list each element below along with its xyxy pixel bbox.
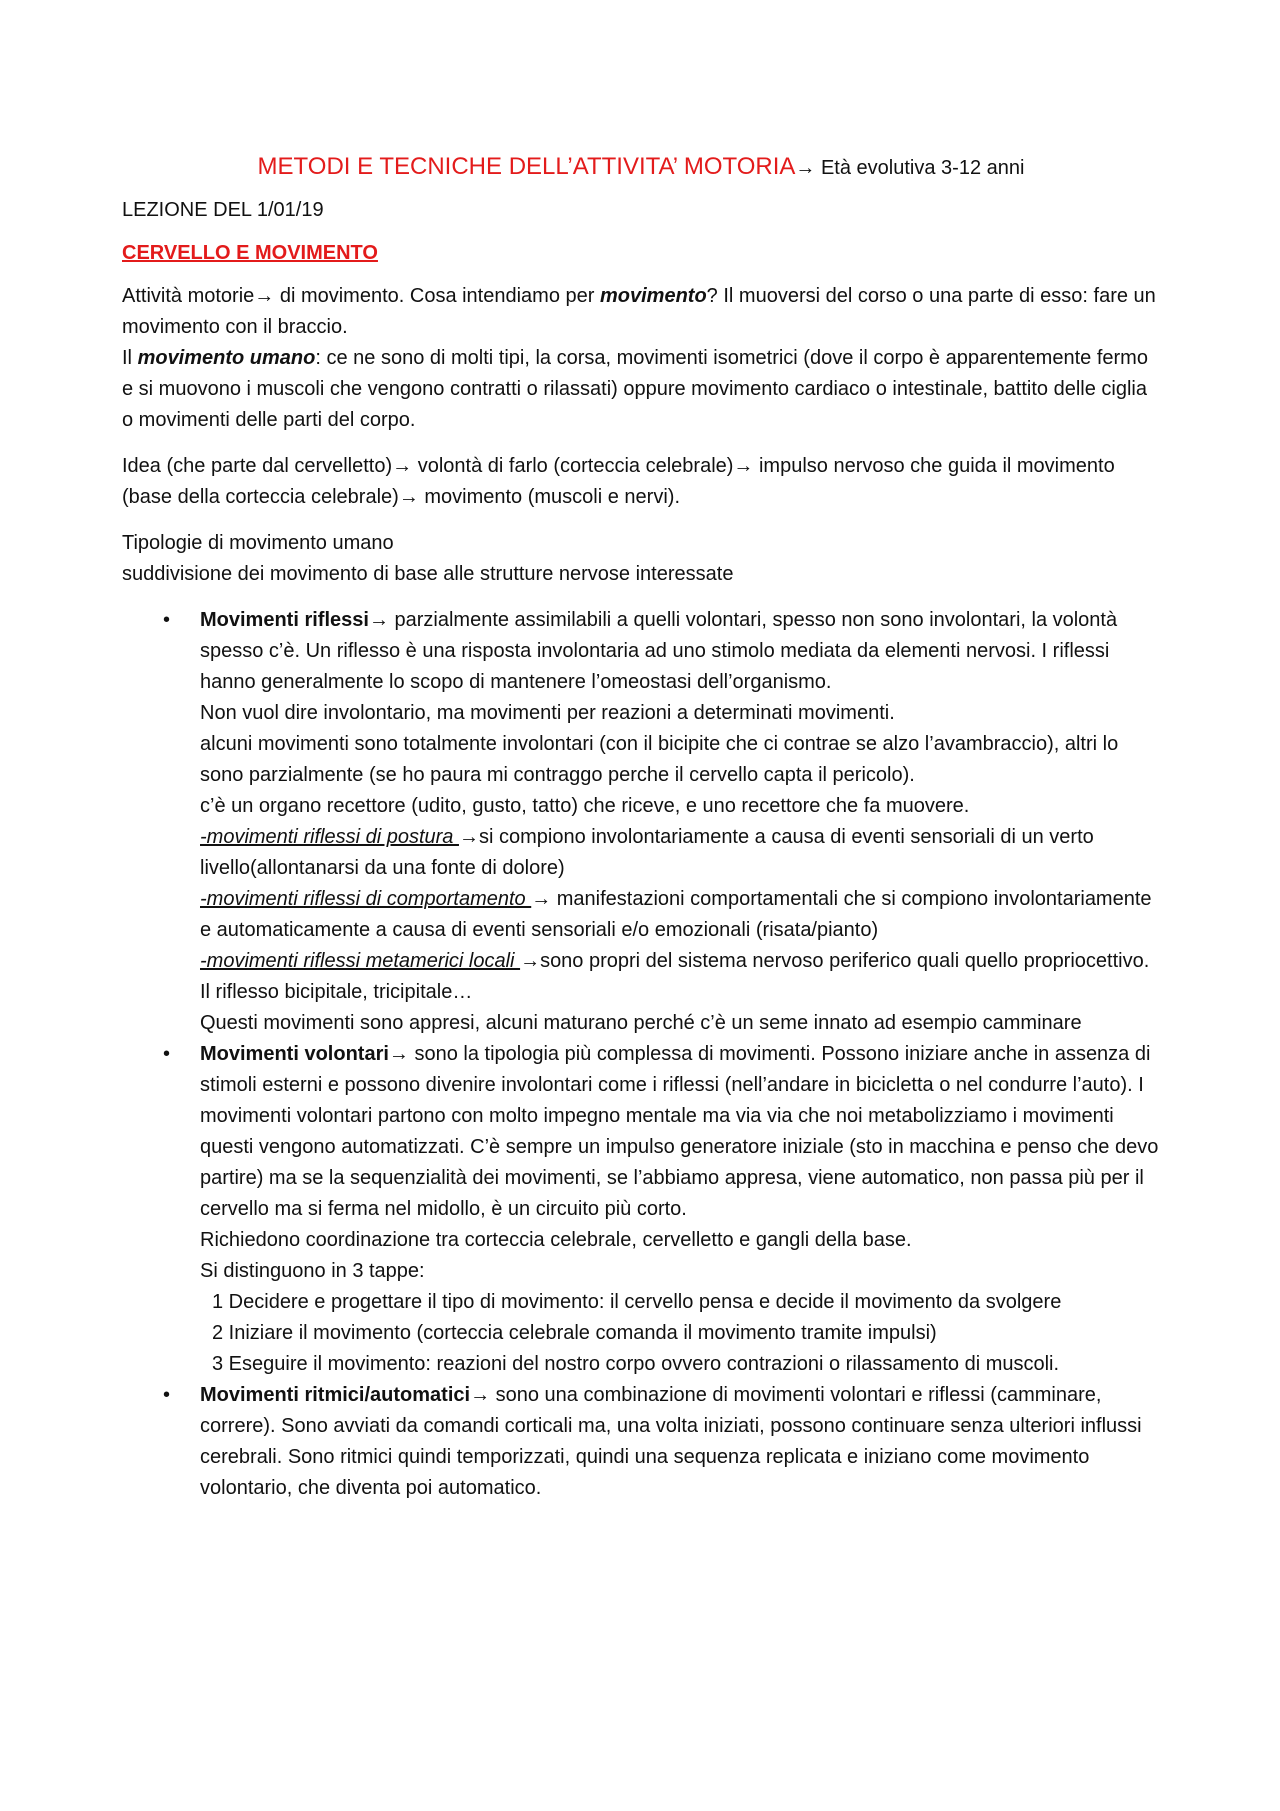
sub-label: -movimenti riflessi metamerici locali	[200, 950, 521, 972]
sub-item-metamerici	[200, 946, 1160, 1008]
text: c’è un organo recettore (udito, gusto, tatto) che riceve, e uno recettore che fa muovere.	[200, 795, 970, 817]
text: Tipologie di movimento umano	[122, 532, 394, 554]
arrow-icon: →	[733, 455, 754, 477]
title-main: METODI E TECNICHE DELL’ATTIVITA’ MOTORIA	[257, 153, 796, 180]
text	[200, 1039, 1160, 1225]
text: alcuni movimenti sono totalmente involontari (con il bicipite che ci contrae se alzo l’avambraccio), altri lo sono parzialmente (se ho paura mi contraggo perche il cervello capta il pericolo).	[200, 733, 1119, 786]
list-item-riflessi	[200, 605, 1160, 1039]
text: ? Il muoversi del corso o una parte di esso: fare un movimento con il braccio.	[122, 285, 1156, 338]
text: volontà di farlo (corteccia celebrale)	[412, 455, 734, 477]
title-subtitle: Età evolutiva 3-12 anni	[815, 157, 1025, 179]
sub-label: -movimenti riflessi di postura	[200, 826, 459, 848]
list-item-volontari	[200, 1039, 1160, 1380]
arrow-icon: →	[398, 486, 419, 508]
arrow-icon: →	[388, 1043, 409, 1065]
text	[200, 1380, 1160, 1504]
lesson-date: LEZIONE DEL 1/01/19	[122, 199, 324, 221]
text: sono propri del sistema nervoso periferico quali quello propriocettivo. Il riflesso bicipitale, tricipitale…	[200, 950, 1150, 1003]
step-item: 3 Eseguire il movimento: reazioni del nostro corpo ovvero contrazioni o rilassamento di muscoli.	[212, 1353, 1060, 1375]
text: Richiedono coordinazione tra corteccia celebrale, cervelletto e gangli della base.	[200, 1229, 912, 1251]
arrow-icon: →	[470, 1384, 491, 1406]
keyword-movimento: movimento	[599, 285, 707, 307]
sub-item-comportamento	[200, 884, 1160, 946]
arrow-icon: →	[254, 285, 275, 307]
text	[200, 605, 1160, 698]
text: impulso nervoso che guida il movimento (base della corteccia celebrale)	[122, 455, 1115, 508]
text: sono una combinazione di movimenti volontari e riflessi (camminare, correre). Sono avviati da comandi corticali ma, una volta iniziati, possono continuare senza ulteriori influssi cerebrali. Sono ritmici quindi temporizzati, quindi una sequenza replicata e iniziano come movimento volontario, che diventa poi automatico.	[200, 1384, 1142, 1499]
text: manifestazioni comportamentali che si compiono involontariamente e automaticamente a causa di eventi sensoriali e/o emozionali (risata/pianto)	[200, 888, 1152, 941]
paragraph-typologies	[122, 528, 1160, 590]
step-item: 1 Decidere e progettare il tipo di movimento: il cervello pensa e decide il movimento da svolgere	[212, 1291, 1062, 1313]
arrow-icon: →	[531, 888, 552, 910]
sub-item-postura	[200, 822, 1160, 884]
text: si compiono involontariamente a causa di eventi sensoriali di un verto livello(allontanarsi da una fonte di dolore)	[200, 826, 1094, 879]
keyword-movimento-umano: movimento umano	[137, 347, 316, 369]
paragraph-intro	[122, 281, 1160, 436]
text: Il	[122, 347, 138, 369]
bullet-title: Movimenti volontari	[200, 1043, 389, 1065]
page-title	[122, 150, 1160, 185]
text: sono la tipologia più complessa di movimenti. Possono iniziare anche in assenza di stimoli esterni e possono divenire involontari come i riflessi (nell’andare in bicicletta o nel condurre l’auto). I movimenti volontari partono con molto impegno mentale ma via via che noi metabolizziamo i movimenti questi vengono automatizzati. C’è sempre un impulso generatore iniziale (sto in macchina e penso che devo partire) ma se la sequenzialità dei movimenti, se l’abbiamo appresa, viene automatico, non passa più per il cervello ma si ferma nel midollo, è un circuito più corto.	[200, 1043, 1159, 1220]
text: Si distinguono in 3 tappe:	[200, 1260, 425, 1282]
arrow-icon: →	[392, 455, 413, 477]
text: : ce ne sono di molti tipi, la corsa, movimenti isometrici (dove il corpo è apparentemente fermo e si muovono i muscoli che vengono contratti o rilassati) oppure movimento cardiaco o intestinale, battito delle ciglia o movimenti delle parti del corpo.	[122, 347, 1148, 431]
text: Idea (che parte dal cervelletto)	[122, 455, 393, 477]
bullet-title: Movimenti riflessi	[200, 609, 369, 631]
bullet-title: Movimenti ritmici/automatici	[200, 1384, 471, 1406]
list-item-ritmici	[200, 1380, 1160, 1504]
text: suddivisione dei movimento di base alle strutture nervose interessate	[122, 563, 734, 585]
text: Non vuol dire involontario, ma movimenti per reazioni a determinati movimenti.	[200, 702, 895, 724]
text: parzialmente assimilabili a quelli volontari, spesso non sono involontari, la volontà spesso c’è. Un riflesso è una risposta involontaria ad uno stimolo mediata da elementi nervosi. I riflessi hanno generalmente lo scopo di mantenere l’omeostasi dell’organismo.	[200, 609, 1118, 693]
text: movimento (muscoli e nervi).	[418, 486, 680, 508]
section-heading: CERVELLO E MOVIMENTO	[122, 242, 378, 264]
arrow-icon: →	[795, 157, 816, 179]
arrow-icon: →	[458, 826, 479, 848]
text: di movimento. Cosa intendiamo per	[274, 285, 600, 307]
step-item: 2 Iniziare il movimento (corteccia celebrale comanda il movimento tramite impulsi)	[212, 1322, 937, 1344]
sub-label: -movimenti riflessi di comportamento	[200, 888, 532, 910]
text: Attività motorie	[122, 285, 255, 307]
arrow-icon: →	[520, 950, 541, 972]
arrow-icon: →	[368, 609, 389, 631]
text: Questi movimenti sono appresi, alcuni maturano perché c’è un seme innato ad esempio camminare	[200, 1012, 1082, 1034]
movement-types-list	[122, 605, 1160, 1504]
paragraph-sequence	[122, 451, 1160, 513]
